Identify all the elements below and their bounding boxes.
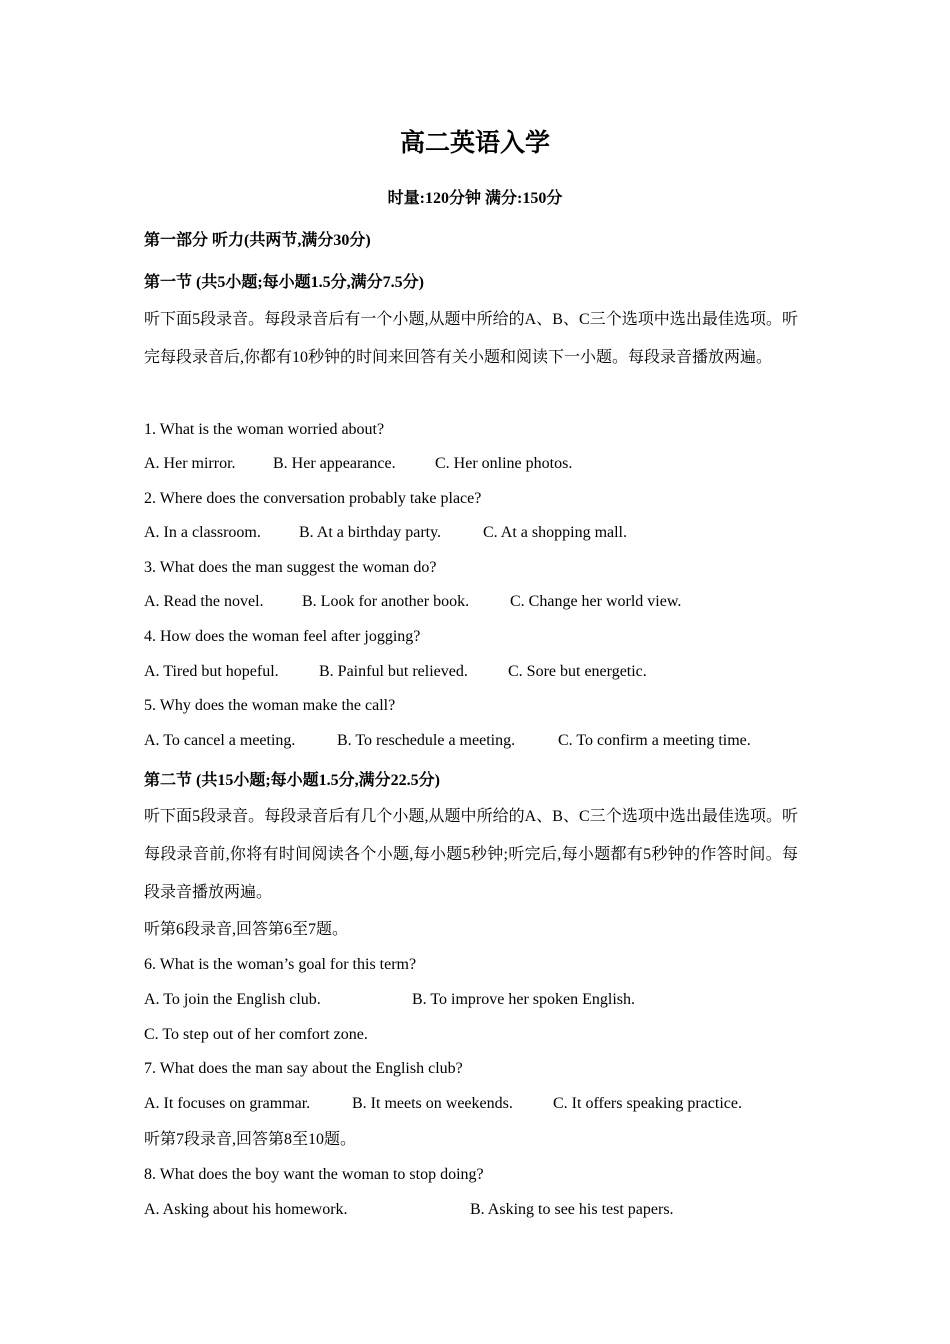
part1-heading: 第一部分 听力(共两节,满分30分) xyxy=(144,232,371,249)
question-7-option-c: C. It offers speaking practice. xyxy=(553,1095,742,1112)
question-6-option-b: B. To improve her spoken English. xyxy=(412,991,636,1008)
section1-instructions: 听下面5段录音。每段录音后有一个小题,从题中所给的A、B、C三个选项中选出最佳选项。听完每段录音后,你都有10秒钟的时间来回答有关小题和阅读下一小题。每段录音播放两遍。 xyxy=(144,311,798,366)
question-6-option-a: A. To join the English club. xyxy=(144,991,321,1008)
section1-heading: 第一节 (共5小题;每小题1.5分,满分7.5分) xyxy=(144,274,424,291)
question-1-option-c: C. Her online photos. xyxy=(435,455,573,472)
question-7-option-b: B. It meets on weekends. xyxy=(352,1095,513,1112)
audio-6-intro: 听第6段录音,回答第6至7题。 xyxy=(144,921,349,938)
question-7-option-a: A. It focuses on grammar. xyxy=(144,1095,311,1112)
question-3-option-b: B. Look for another book. xyxy=(302,593,470,610)
question-3-stem: 3. What does the man suggest the woman do? xyxy=(144,559,437,576)
question-5-option-c: C. To confirm a meeting time. xyxy=(558,732,751,749)
audio-7-intro: 听第7段录音,回答第8至10题。 xyxy=(144,1131,357,1148)
question-5-option-a: A. To cancel a meeting. xyxy=(144,732,296,749)
question-4-stem: 4. How does the woman feel after jogging? xyxy=(144,628,421,645)
page-title: 高二英语入学 xyxy=(399,130,550,157)
question-7-stem: 7. What does the man say about the English club? xyxy=(144,1060,463,1077)
question-8-option-b: B. Asking to see his test papers. xyxy=(470,1201,674,1218)
section2-heading: 第二节 (共15小题;每小题1.5分,满分22.5分) xyxy=(144,772,440,789)
question-4-option-c: C. Sore but energetic. xyxy=(508,663,647,680)
question-1-option-b: B. Her appearance. xyxy=(273,455,396,472)
question-6-stem: 6. What is the woman’s goal for this term? xyxy=(144,956,417,973)
question-6-option-c: C. To step out of her comfort zone. xyxy=(144,1026,368,1043)
exam-time-and-score: 时量:120分钟 满分:150分 xyxy=(387,190,563,207)
question-8-stem: 8. What does the boy want the woman to stop doing? xyxy=(144,1166,484,1183)
question-4-option-a: A. Tired but hopeful. xyxy=(144,663,279,680)
question-3-option-a: A. Read the novel. xyxy=(144,593,264,610)
question-2-option-c: C. At a shopping mall. xyxy=(483,524,627,541)
question-2-option-b: B. At a birthday party. xyxy=(299,524,442,541)
question-1-stem: 1. What is the woman worried about? xyxy=(144,421,385,438)
question-4-option-b: B. Painful but relieved. xyxy=(319,663,468,680)
question-2-option-a: A. In a classroom. xyxy=(144,524,261,541)
question-5-stem: 5. Why does the woman make the call? xyxy=(144,697,396,714)
question-5-option-b: B. To reschedule a meeting. xyxy=(337,732,516,749)
question-3-option-c: C. Change her world view. xyxy=(510,593,682,610)
section2-instructions: 听下面5段录音。每段录音后有几个小题,从题中所给的A、B、C三个选项中选出最佳选项。听每段录音前,你将有时间阅读各个小题,每小题5秒钟;听完后,每小题都有5秒钟的作答时间。每段录音播放两遍。 xyxy=(144,808,798,901)
question-1-option-a: A. Her mirror. xyxy=(144,455,236,472)
question-2-stem: 2. Where does the conversation probably take place? xyxy=(144,490,482,507)
question-8-option-a: A. Asking about his homework. xyxy=(144,1201,348,1218)
